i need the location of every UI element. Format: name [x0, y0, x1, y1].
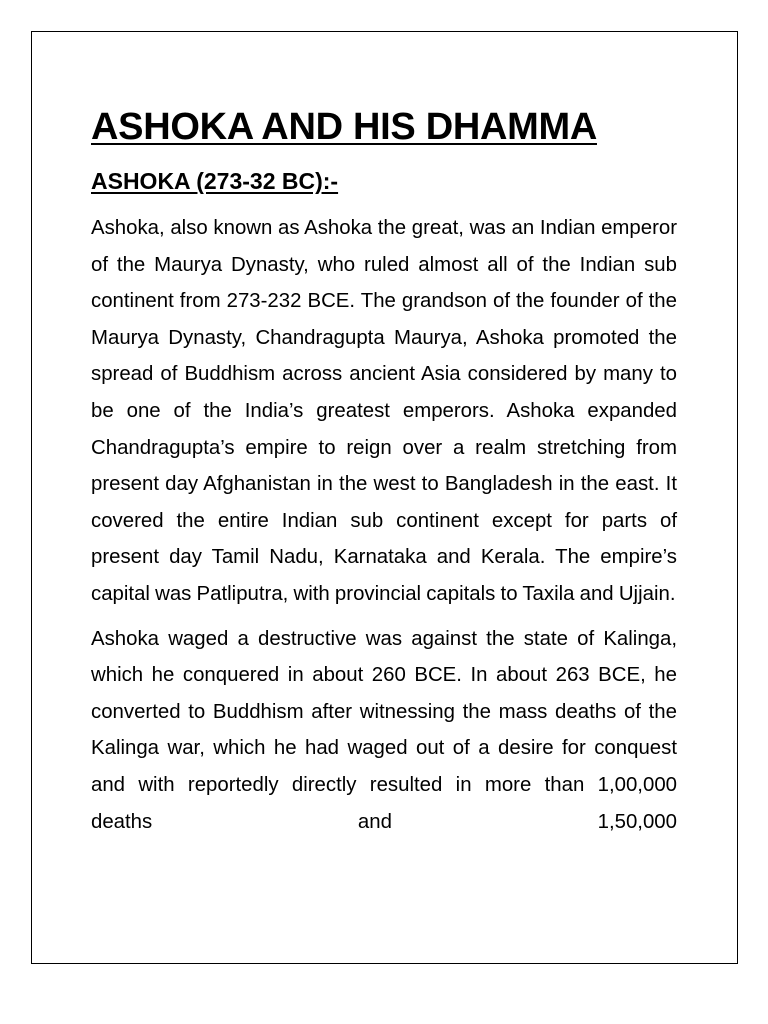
document-body	[91, 104, 677, 848]
section-heading: ASHOKA (273-32 BC):-	[91, 168, 339, 194]
paragraph-1: Ashoka, also known as Ashoka the great, was an Indian emperor of the Maurya Dynasty, who ruled almost all of the Indian sub continent from 273-232 BCE. The grandson of the founder of the Maurya Dynasty, Chandragupta Maurya, Ashoka promoted the spread of Buddhism across ancient Asia considered by many to be one of the India’s greatest emperors. Ashoka expanded Chandragupta’s empire to reign over a realm stretching from present day Afghanistan in the west to Bangladesh in the east. It covered the entire Indian sub continent except for parts of present day Tamil Nadu, Karnataka and Kerala. The empire’s capital was Patliputra, with provincial capitals to Taxila and Ujjain.	[91, 217, 677, 605]
paragraph-2: Ashoka waged a destructive was against the state of Kalinga, which he conquered in about 260 BCE. In about 263 BCE, he converted to Buddhism after witnessing the mass deaths of the Kalinga war, which he had waged out of a desire for conquest and with reportedly directly resulted in more than 1,00,000 deaths and 1,50,000	[91, 627, 677, 833]
document-title: ASHOKA AND HIS DHAMMA	[91, 106, 597, 148]
